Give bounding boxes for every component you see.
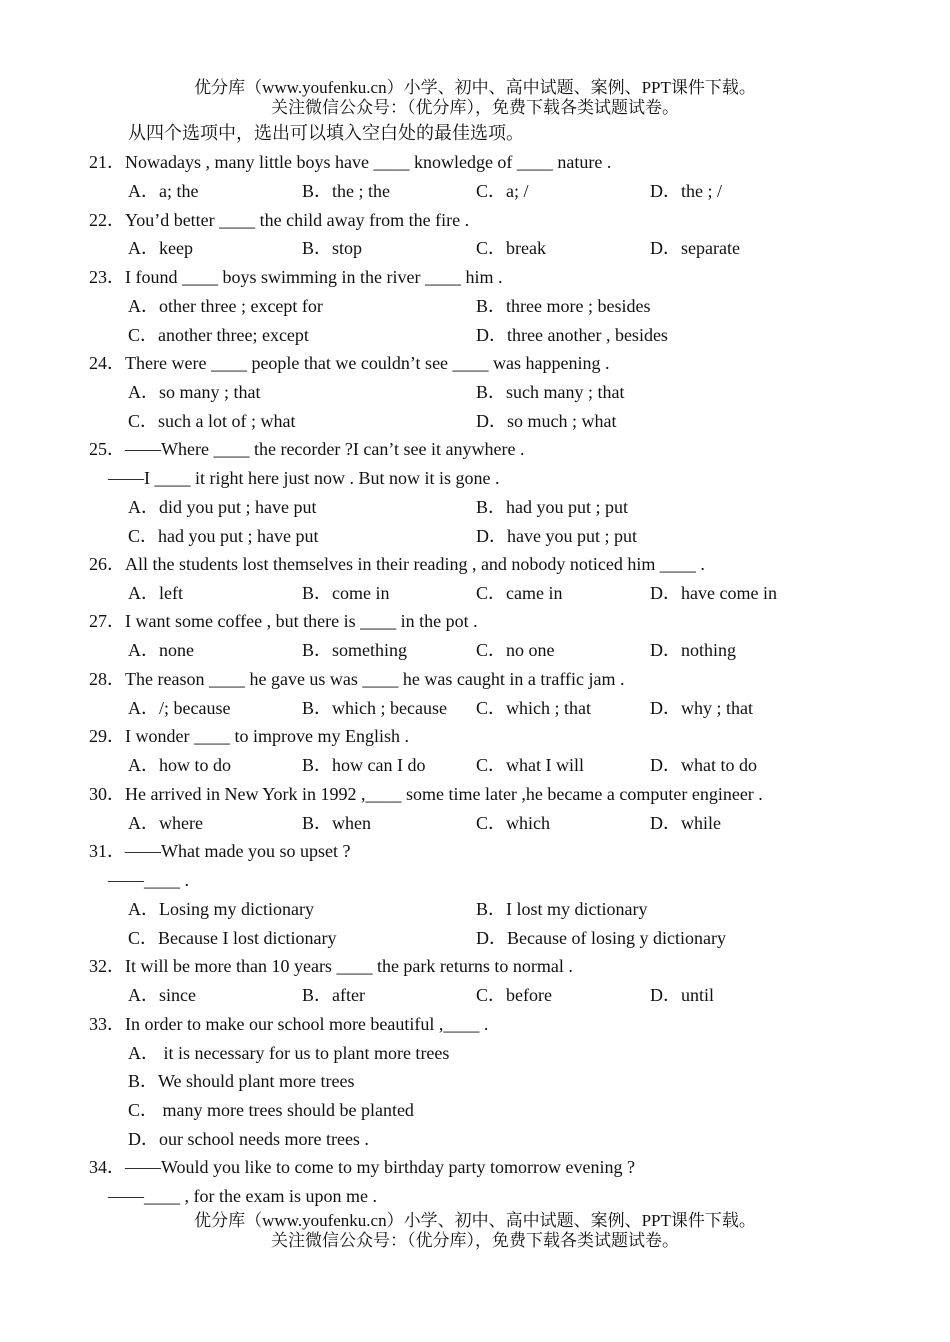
question-23-stem: 23．I found ____ boys swimming in the river ____ him . xyxy=(89,267,503,287)
question-22-option-d: D．separate xyxy=(650,238,740,258)
question-24-option-a: A．so many ; that xyxy=(128,382,261,402)
question-21-option-b: B．the ; the xyxy=(302,181,390,201)
question-31-stem: 31．——What made you so upset ? xyxy=(89,841,351,861)
question-24-option-c: C．such a lot of ; what xyxy=(128,411,296,431)
question-29-option-d: D．what to do xyxy=(650,755,757,775)
question-31-stem-2: ——____ . xyxy=(108,870,189,890)
question-33-stem: 33．In order to make our school more beautiful ,____ . xyxy=(89,1014,489,1034)
question-27-stem: 27．I want some coffee , but there is ____ in the pot . xyxy=(89,611,478,631)
question-21-option-d: D．the ; / xyxy=(650,181,722,201)
question-25-option-c: C．had you put ; have put xyxy=(128,526,319,546)
question-26-option-d: D．have come in xyxy=(650,583,777,603)
question-32-option-a: A．since xyxy=(128,985,196,1005)
question-24-option-b: B．such many ; that xyxy=(476,382,625,402)
question-25-stem: 25．——Where ____ the recorder ?I can’t see it anywhere . xyxy=(89,439,525,459)
question-29-option-c: C．what I will xyxy=(476,755,584,775)
question-34-stem: 34．——Would you like to come to my birthday party tomorrow evening ? xyxy=(89,1157,635,1177)
question-27-option-a: A．none xyxy=(128,640,194,660)
question-34-stem-2: ——____ , for the exam is upon me . xyxy=(108,1186,377,1206)
question-21-option-a: A．a; the xyxy=(128,181,199,201)
footer-line-2: 关注微信公众号：（优分库），免费下载各类试题试卷。 xyxy=(271,1231,679,1250)
question-27-option-b: B．something xyxy=(302,640,408,660)
question-31-option-c: C．Because I lost dictionary xyxy=(128,928,337,948)
question-32-option-d: D．until xyxy=(650,985,715,1005)
question-25-option-d: D．have you put ; put xyxy=(476,526,637,546)
question-31-option-b: B．I lost my dictionary xyxy=(476,899,648,919)
question-30-stem: 30．He arrived in New York in 1992 ,____ some time later ,he became a computer engineer . xyxy=(89,784,763,804)
question-24-stem: 24．There were ____ people that we couldn’t see ____ was happening . xyxy=(89,353,610,373)
question-22-stem: 22．You’d better ____ the child away from the fire . xyxy=(89,210,470,230)
question-29-stem: 29．I wonder ____ to improve my English . xyxy=(89,726,409,746)
question-30-option-b: B．when xyxy=(302,813,371,833)
question-26-option-b: B．come in xyxy=(302,583,390,603)
question-30-option-c: C．which xyxy=(476,813,550,833)
question-29-option-b: B．how can I do xyxy=(302,755,426,775)
question-22-option-a: A．keep xyxy=(128,238,193,258)
footer-line-1: 优分库（www.youfenku.cn）小学、初中、高中试题、案例、PPT课件下载。 xyxy=(194,1211,756,1230)
question-30-option-a: A．where xyxy=(128,813,203,833)
question-32-stem: 32．It will be more than 10 years ____ the park returns to normal . xyxy=(89,956,573,976)
question-27-option-c: C．no one xyxy=(476,640,555,660)
question-27-option-d: D．nothing xyxy=(650,640,737,660)
question-23-option-c: C．another three; except xyxy=(128,325,309,345)
question-28-option-d: D．why ; that xyxy=(650,698,753,718)
question-23-option-d: D．three another , besides xyxy=(476,325,668,345)
question-28-option-a: A．/; because xyxy=(128,698,231,718)
question-32-option-c: C．before xyxy=(476,985,552,1005)
header-line-1: 优分库（www.youfenku.cn）小学、初中、高中试题、案例、PPT课件下载。 xyxy=(194,78,756,97)
question-28-option-b: B．which ; because xyxy=(302,698,447,718)
question-25-option-a: A．did you put ; have put xyxy=(128,497,317,517)
question-32-option-b: B．after xyxy=(302,985,365,1005)
question-22-option-c: C．break xyxy=(476,238,546,258)
question-31-option-a: A．Losing my dictionary xyxy=(128,899,314,919)
question-23-option-b: B．three more ; besides xyxy=(476,296,651,316)
question-28-option-c: C．which ; that xyxy=(476,698,591,718)
question-26-stem: 26．All the students lost themselves in their reading , and nobody noticed him ____ . xyxy=(89,554,705,574)
question-31-option-d: D．Because of losing y dictionary xyxy=(476,928,726,948)
question-33-option-c: C． many more trees should be planted xyxy=(128,1100,414,1120)
question-29-option-a: A．how to do xyxy=(128,755,231,775)
question-33-option-b: B．We should plant more trees xyxy=(128,1071,355,1091)
header-line-2: 关注微信公众号：（优分库），免费下载各类试题试卷。 xyxy=(271,98,679,117)
question-33-option-d: D．our school needs more trees . xyxy=(128,1129,369,1149)
question-25-option-b: B．had you put ; put xyxy=(476,497,628,517)
question-33-option-a: A． it is necessary for us to plant more trees xyxy=(128,1043,450,1063)
question-21-stem: 21．Nowadays , many little boys have ____ knowledge of ____ nature . xyxy=(89,152,612,172)
question-21-option-c: C．a; / xyxy=(476,181,529,201)
question-26-option-a: A．left xyxy=(128,583,183,603)
question-25-stem-2: ——I ____ it right here just now . But now it is gone . xyxy=(108,468,500,488)
question-26-option-c: C．came in xyxy=(476,583,563,603)
question-23-option-a: A．other three ; except for xyxy=(128,296,323,316)
question-22-option-b: B．stop xyxy=(302,238,363,258)
instruction: 从四个选项中，选出可以填入空白处的最佳选项。 xyxy=(128,123,524,143)
question-24-option-d: D．so much ; what xyxy=(476,411,617,431)
question-28-stem: 28．The reason ____ he gave us was ____ he was caught in a traffic jam . xyxy=(89,669,625,689)
question-30-option-d: D．while xyxy=(650,813,721,833)
